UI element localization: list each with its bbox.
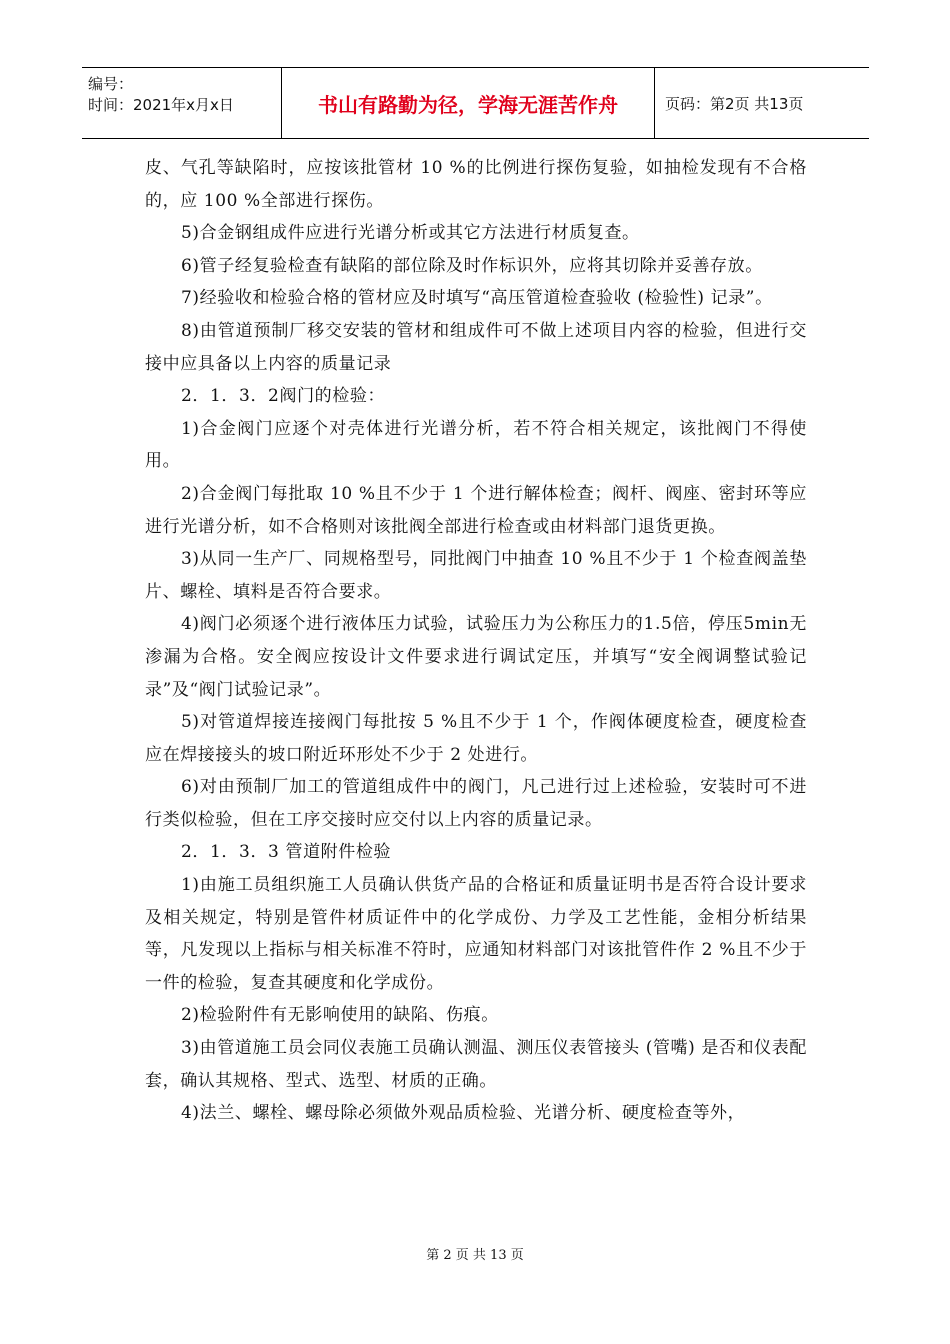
section-heading: 2．1．3．3 管道附件检验 [181,842,392,863]
body-paragraph: 7)经验收和检验合格的管材应及时填写“高压管道检查验收 (检验性) 记录”。 [181,288,773,309]
header-page-number: 页码：第2页 共13页 [665,94,804,113]
body-paragraph: 2)检验附件有无影响使用的缺陷、伤痕。 [181,1005,499,1026]
page-footer: 第 2 页 共 13 页 [426,1248,524,1263]
body-paragraph: 6)管子经复验检查有缺陷的部位除及时作标识外，应将其切除并妥善存放。 [181,255,763,276]
body-paragraph: 1)合金阀门应逐个对壳体进行光谱分析，若不符合相关规定，该批阀门不得使用。 [145,418,807,472]
body-paragraph: 3)从同一生产厂、同规格型号，同批阀门中抽查 10 %且不少于 1 个检查阀盖垫片、螺栓、填料是否符合要求。 [145,549,807,602]
body-paragraph: 4)法兰、螺栓、螺母除必须做外观品质检验、光谱分析、硬度检查等外， [181,1103,746,1124]
body-paragraph: 8)由管道预制厂移交安装的管材和组成件可不做上述项目内容的检验，但进行交接中应具备以上内容的质量记录 [145,320,807,374]
body-paragraph: 5)对管道焊接连接阀门每批按 5 %且不少于 1 个，作阀体硬度检查，硬度检查应在焊接接头的坡口附近环形处不少于 2 处进行。 [145,712,807,765]
section-heading: 2．1．3．2阀门的检验： [181,386,386,407]
document-code-label: 编号： [88,75,134,93]
body-paragraph: 5)合金钢组成件应进行光谱分析或其它方法进行材质复查。 [181,223,640,244]
header-slogan: 书山有路勤为径，学海无涯苦作舟 [282,68,655,138]
body-paragraph: 6)对由预制厂加工的管道组成件中的阀门，凡己进行过上述检验，安装时可不进行类似检验，但在工序交接时应交付以上内容的质量记录。 [145,777,807,830]
document-body [145,152,807,1130]
document-date-label: 时间：2021年x月x日 [88,96,234,114]
body-paragraph: 3)由管道施工员会同仪表施工员确认测温、测压仪表管接头 (管嘴) 是否和仪表配套，确认其规格、型式、选型、材质的正确。 [145,1038,807,1091]
page-header [82,67,869,139]
header-meta [82,68,282,138]
body-paragraph: 1)由施工员组织施工人员确认供货产品的合格证和质量证明书是否符合设计要求及相关规定，特别是管件材质证件中的化学成份、力学及工艺性能，金相分析结果等，凡发现以上指标与相关标准不符时，应通知材料部门对该批管件作 2 %且不少于一件的检验，复查其硬度和化学成份。 [145,875,807,993]
body-paragraph: 4)阀门必须逐个进行液体压力试验，试验压力为公称压力的1.5倍，停压5min无渗漏为合格。安全阀应按设计文件要求进行调试定压，并填写“安全阀调整试验记录”及“阀门试验记录”。 [145,614,807,700]
body-paragraph: 皮、气孔等缺陷时，应按该批管材 10 %的比例进行探伤复验，如抽检发现有不合格的，应 100 %全部进行探伤。 [145,158,807,211]
body-paragraph: 2)合金阀门每批取 10 %且不少于 1 个进行解体检查；阀杆、阀座、密封环等应进行光谱分析，如不合格则对该批阀全部进行检查或由材料部门退货更换。 [145,483,807,537]
